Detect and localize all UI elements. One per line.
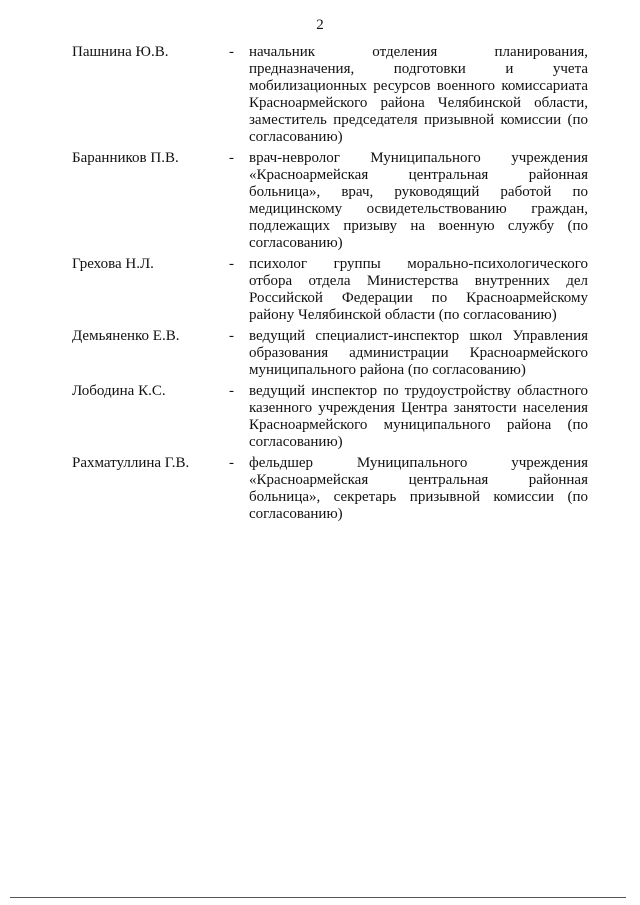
member-position: психолог группы морально-психологического отбора отдела Министерства внутренних дел Российской Федерации по Красноармейскому району Челябинской области (по согласованию) [249, 256, 588, 323]
member-dash: - [229, 150, 234, 166]
page-bottom-rule [10, 897, 626, 898]
page-number: 2 [316, 17, 324, 33]
member-position: ведущий специалист-инспектор школ Управления образования администрации Красноармейского муниципального района (по согласованию) [249, 328, 588, 378]
member-name: Рахматуллина Г.В. [72, 455, 190, 471]
member-name: Пашнина Ю.В. [72, 44, 169, 60]
member-position: ведущий инспектор по трудоустройству областного казенного учреждения Центра занятости населения Красноармейского муниципального района (по согласованию) [249, 383, 588, 450]
member-entry [72, 328, 592, 379]
member-dash: - [229, 455, 234, 471]
member-entry [72, 44, 592, 146]
commission-members-list [72, 44, 592, 527]
member-entry [72, 455, 592, 523]
member-dash: - [229, 328, 234, 344]
member-position: врач-невролог Муниципального учреждения «Красноармейская центральная районная больница», врач, руководящий работой по медицинскому освидетельствованию граждан, подлежащих призыву на военную службу (по согласованию) [249, 150, 588, 251]
member-dash: - [229, 44, 234, 60]
member-entry [72, 256, 592, 324]
member-name: Грехова Н.Л. [72, 256, 154, 272]
member-entry [72, 150, 592, 252]
member-name: Демьяненко Е.В. [72, 328, 180, 344]
member-name: Лободина К.С. [72, 383, 166, 399]
member-dash: - [229, 383, 234, 399]
member-entry [72, 383, 592, 451]
member-name: Баранников П.В. [72, 150, 179, 166]
member-dash: - [229, 256, 234, 272]
member-position: фельдшер Муниципального учреждения «Красноармейская центральная районная больница», секретарь призывной комиссии (по согласованию) [249, 455, 588, 522]
member-position: начальник отделения планирования, предназначения, подготовки и учета мобилизационных ресурсов военного комиссариата Красноармейского района Челябинской области, заместитель председателя призывной комиссии (по согласованию) [249, 44, 588, 145]
